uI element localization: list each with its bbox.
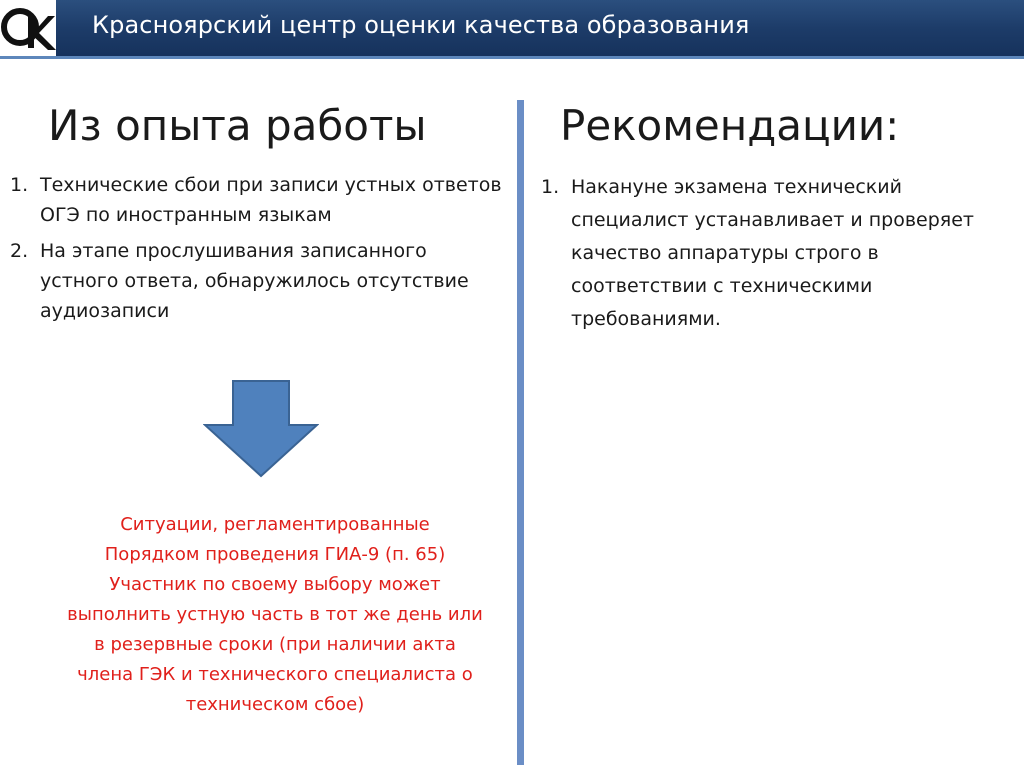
note-line: Участник по своему выбору может — [109, 574, 441, 595]
note-line: техническом сбое) — [185, 694, 365, 715]
note-line: Ситуации, регламентированные — [120, 514, 430, 535]
note-text — [40, 510, 510, 720]
column-divider — [517, 100, 524, 765]
header-title: Красноярский центр оценки качества образования — [92, 11, 750, 39]
header-bar — [0, 0, 1024, 59]
right-column-title: Рекомендации: — [560, 101, 900, 150]
list-item — [541, 171, 981, 336]
note-line: Порядком проведения ГИА-9 (п. 65) — [104, 544, 446, 565]
item-text: Технические сбои при записи устных ответов ОГЭ по иностранным языкам — [40, 174, 502, 226]
item-number: 1. — [541, 176, 560, 198]
left-column-title: Из опыта работы — [48, 101, 427, 150]
list-item — [10, 170, 510, 230]
item-text: Накануне экзамена технический специалист устанавливает и проверяет качество аппаратуры строго в соответствии с техническими требованиями. — [571, 176, 974, 330]
right-items-list — [541, 171, 981, 342]
item-number: 2. — [10, 240, 29, 262]
left-items-list — [10, 170, 510, 332]
note-line: члена ГЭК и технического специалиста о — [77, 664, 473, 685]
item-number: 1. — [10, 174, 29, 196]
logo-icon — [0, 0, 56, 56]
down-arrow-icon — [203, 380, 319, 478]
logo — [0, 0, 56, 56]
item-text: На этапе прослушивания записанного устного ответа, обнаружилось отсутствие аудиозаписи — [40, 240, 469, 322]
note-line: выполнить устную часть в тот же день или — [67, 604, 483, 625]
note-line: в резервные сроки (при наличии акта — [94, 634, 456, 655]
list-item — [10, 236, 510, 326]
